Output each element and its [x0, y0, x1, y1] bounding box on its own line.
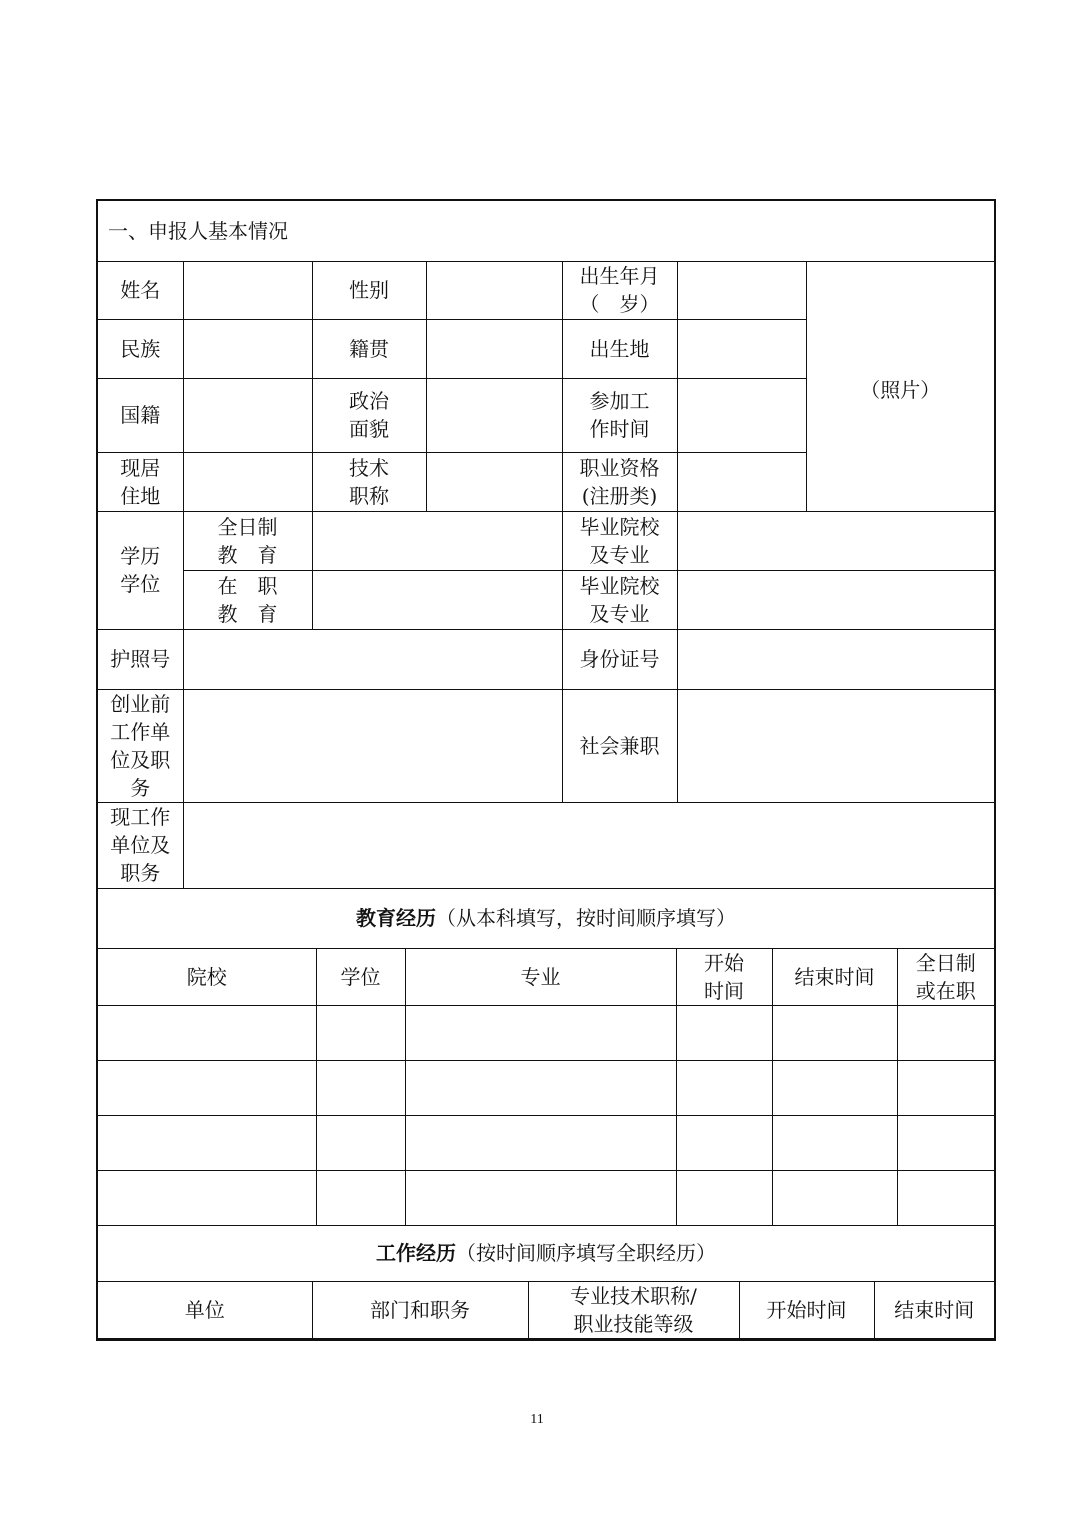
label-gender: 性别	[312, 261, 426, 319]
field-native-place[interactable]	[426, 319, 562, 378]
education-row	[98, 1061, 994, 1116]
edu-cell[interactable]	[316, 1061, 405, 1116]
label-work-start: 参加工 作时间	[562, 378, 677, 452]
edu-cell[interactable]	[897, 1171, 994, 1226]
education-row	[98, 1006, 994, 1061]
education-table	[98, 889, 994, 1227]
work-title-note: （按时间顺序填写全职经历）	[456, 1241, 717, 1266]
education-title-note: （从本科填写，按时间顺序填写）	[436, 906, 737, 931]
field-political[interactable]	[426, 378, 562, 452]
field-ethnicity[interactable]	[183, 319, 312, 378]
edu-cell[interactable]	[405, 1171, 676, 1226]
field-tech-title[interactable]	[426, 452, 562, 511]
label-residence: 现居 住地	[98, 452, 183, 511]
edu-cell[interactable]	[405, 1061, 676, 1116]
label-school-major-inservice: 毕业院校 及专业	[562, 570, 677, 629]
edu-cell[interactable]	[405, 1116, 676, 1171]
label-school-major-fulltime: 毕业院校 及专业	[562, 511, 677, 570]
edu-cell[interactable]	[676, 1061, 772, 1116]
basic-info-table	[98, 201, 994, 889]
edu-cell[interactable]	[98, 1061, 316, 1116]
field-school-major-inservice[interactable]	[677, 570, 994, 629]
edu-cell[interactable]	[676, 1006, 772, 1061]
field-fulltime[interactable]	[312, 511, 562, 570]
edu-cell[interactable]	[98, 1006, 316, 1061]
label-political: 政治 面貌	[312, 378, 426, 452]
education-row	[98, 1116, 994, 1171]
field-work-start[interactable]	[677, 378, 806, 452]
label-qualification: 职业资格 (注册类)	[562, 452, 677, 511]
edu-cell[interactable]	[316, 1006, 405, 1061]
header-end: 结束时间	[772, 949, 897, 1006]
field-gender[interactable]	[426, 261, 562, 319]
field-school-major-fulltime[interactable]	[677, 511, 994, 570]
edu-cell[interactable]	[316, 1171, 405, 1226]
header-work-start: 开始时间	[739, 1281, 874, 1338]
header-mode: 全日制 或在职	[897, 949, 994, 1006]
work-title	[98, 1226, 994, 1281]
label-current-job: 现工作 单位及 职务	[98, 802, 183, 888]
header-degree: 学位	[316, 949, 405, 1006]
label-passport: 护照号	[98, 629, 183, 689]
education-title	[98, 889, 994, 949]
label-ethnicity: 民族	[98, 319, 183, 378]
label-prev-job: 创业前 工作单 位及职 务	[98, 689, 183, 802]
header-work-end: 结束时间	[874, 1281, 994, 1338]
page-number: 11	[530, 1412, 544, 1427]
field-id-card[interactable]	[677, 629, 994, 689]
header-title-level: 专业技术职称/ 职业技能等级	[528, 1281, 739, 1338]
edu-cell[interactable]	[772, 1061, 897, 1116]
edu-cell[interactable]	[772, 1006, 897, 1061]
label-id-card: 身份证号	[562, 629, 677, 689]
label-birthplace: 出生地	[562, 319, 677, 378]
header-major: 专业	[405, 949, 676, 1006]
edu-cell[interactable]	[98, 1171, 316, 1226]
field-inservice[interactable]	[312, 570, 562, 629]
field-passport[interactable]	[183, 629, 562, 689]
label-name: 姓名	[98, 261, 183, 319]
field-birthplace[interactable]	[677, 319, 806, 378]
edu-cell[interactable]	[98, 1116, 316, 1171]
field-birth[interactable]	[677, 261, 806, 319]
education-title-bold: 教育经历	[356, 906, 437, 931]
header-start: 开始 时间	[676, 949, 772, 1006]
edu-cell[interactable]	[676, 1171, 772, 1226]
label-native-place: 籍贯	[312, 319, 426, 378]
field-prev-job[interactable]	[183, 689, 562, 802]
edu-cell[interactable]	[676, 1116, 772, 1171]
field-current-job[interactable]	[183, 802, 994, 888]
edu-cell[interactable]	[772, 1171, 897, 1226]
label-fulltime: 全日制 教 育	[183, 511, 312, 570]
work-table	[98, 1226, 994, 1339]
edu-cell[interactable]	[772, 1116, 897, 1171]
label-inservice: 在 职 教 育	[183, 570, 312, 629]
work-title-bold: 工作经历	[376, 1241, 457, 1266]
header-dept: 部门和职务	[312, 1281, 528, 1338]
edu-cell[interactable]	[897, 1061, 994, 1116]
header-school: 院校	[98, 949, 316, 1006]
edu-cell[interactable]	[897, 1116, 994, 1171]
section-title: 一、申报人基本情况	[98, 201, 994, 261]
field-residence[interactable]	[183, 452, 312, 511]
field-nationality[interactable]	[183, 378, 312, 452]
label-social-role: 社会兼职	[562, 689, 677, 802]
field-qualification[interactable]	[677, 452, 806, 511]
edu-cell[interactable]	[897, 1006, 994, 1061]
header-unit: 单位	[98, 1281, 312, 1338]
field-social-role[interactable]	[677, 689, 994, 802]
education-row	[98, 1171, 994, 1226]
application-form	[96, 199, 996, 1341]
label-tech-title: 技术 职称	[312, 452, 426, 511]
label-education: 学历 学位	[98, 511, 183, 629]
photo-box[interactable]: （照片）	[806, 261, 994, 511]
edu-cell[interactable]	[405, 1006, 676, 1061]
label-birth: 出生年月 （ 岁）	[562, 261, 677, 319]
field-name[interactable]	[183, 261, 312, 319]
label-nationality: 国籍	[98, 378, 183, 452]
edu-cell[interactable]	[316, 1116, 405, 1171]
